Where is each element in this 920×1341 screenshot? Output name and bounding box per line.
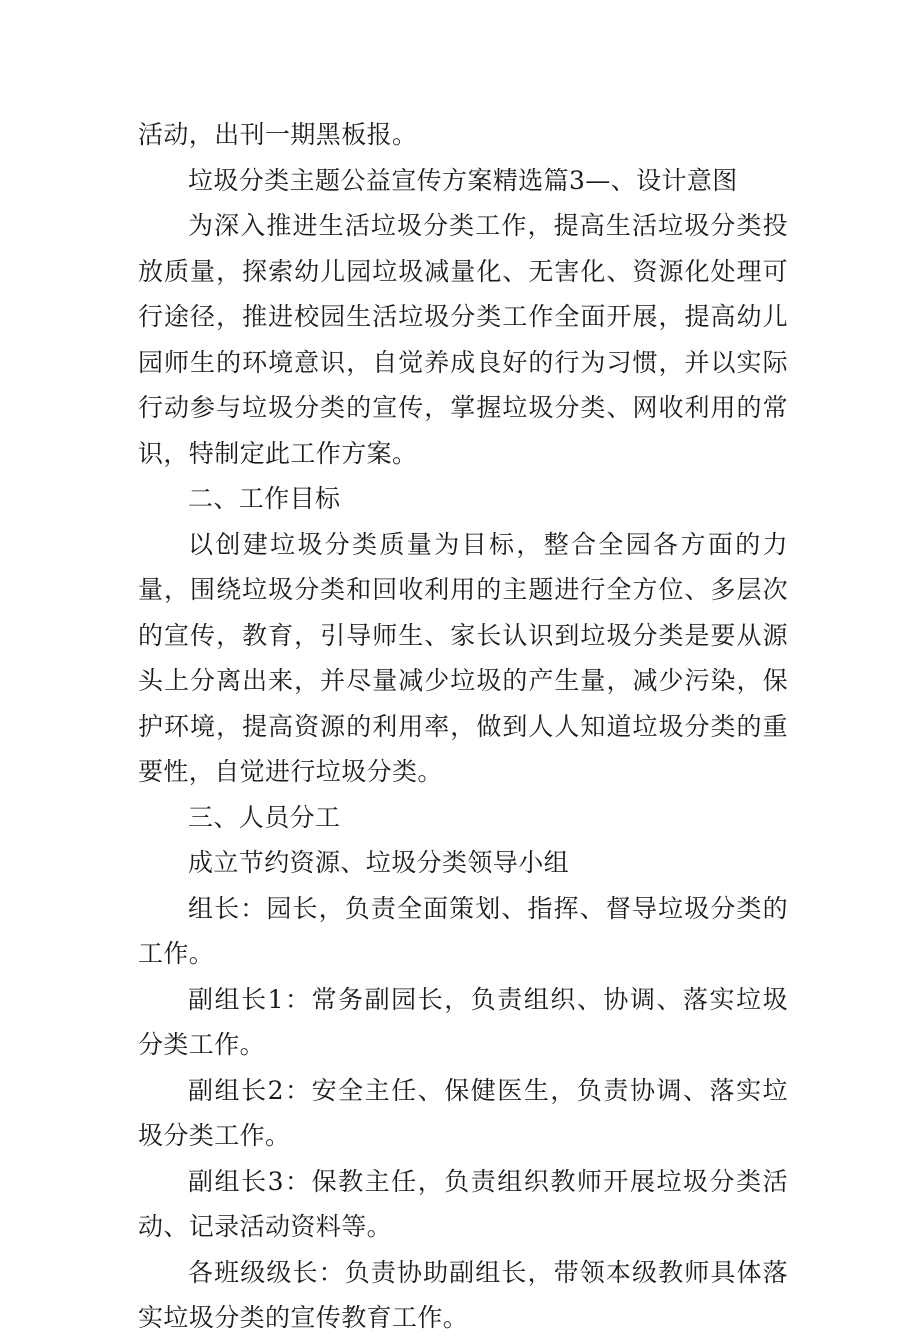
paragraph-continuation: 活动，出刊一期黑板报。	[138, 120, 418, 149]
paragraph-work-goals: 以创建垃圾分类质量为目标，整合全园各方面的力量，围绕垃圾分类和回收利用的主题进行全方位、多层次的宣传，教育，引导师生、家长认识到垃圾分类是要从源头上分离出来，并尽量减少垃圾的产生量，减少污染，保护环境，提高资源的利用率，做到人人知道垃圾分类的重要性，自觉进行垃圾分类。	[138, 529, 788, 786]
paragraph-class-grade-leaders: 各班级级长：负责协助副组长，带领本级教师具体落实垃圾分类的宣传教育工作。	[138, 1257, 788, 1332]
paragraph-deputy-leader-1: 副组长1：常务副园长，负责组织、协调、落实垃圾分类工作。	[138, 984, 788, 1059]
paragraph-deputy-leader-3: 副组长3：保教主任，负责组织教师开展垃圾分类活动、记录活动资料等。	[138, 1166, 788, 1241]
paragraph-design-intent: 为深入推进生活垃圾分类工作，提高生活垃圾分类投放质量，探索幼儿园垃圾减量化、无害化、资源化处理可行途径，推进校园生活垃圾分类工作全面开展，提高幼儿园师生的环境意识，自觉养成良好的行为习惯，并以实际行动参与垃圾分类的宣传，掌握垃圾分类、网收利用的常识，特制定此工作方案。	[138, 211, 788, 468]
section-heading-design-intent: 垃圾分类主题公益宣传方案精选篇3—、设计意图	[188, 165, 738, 195]
paragraph-group-leader: 组长：园长，负责全面策划、指挥、督导垃圾分类的工作。	[138, 893, 788, 968]
section-heading-work-goals: 二、工作目标	[188, 484, 341, 513]
paragraph-leadership-group: 成立节约资源、垃圾分类领导小组	[188, 848, 570, 877]
document-body	[138, 112, 788, 1341]
paragraph-deputy-leader-2: 副组长2：安全主任、保健医生，负责协调、落实垃圾分类工作。	[138, 1075, 788, 1150]
section-heading-staffing: 三、人员分工	[188, 802, 341, 832]
